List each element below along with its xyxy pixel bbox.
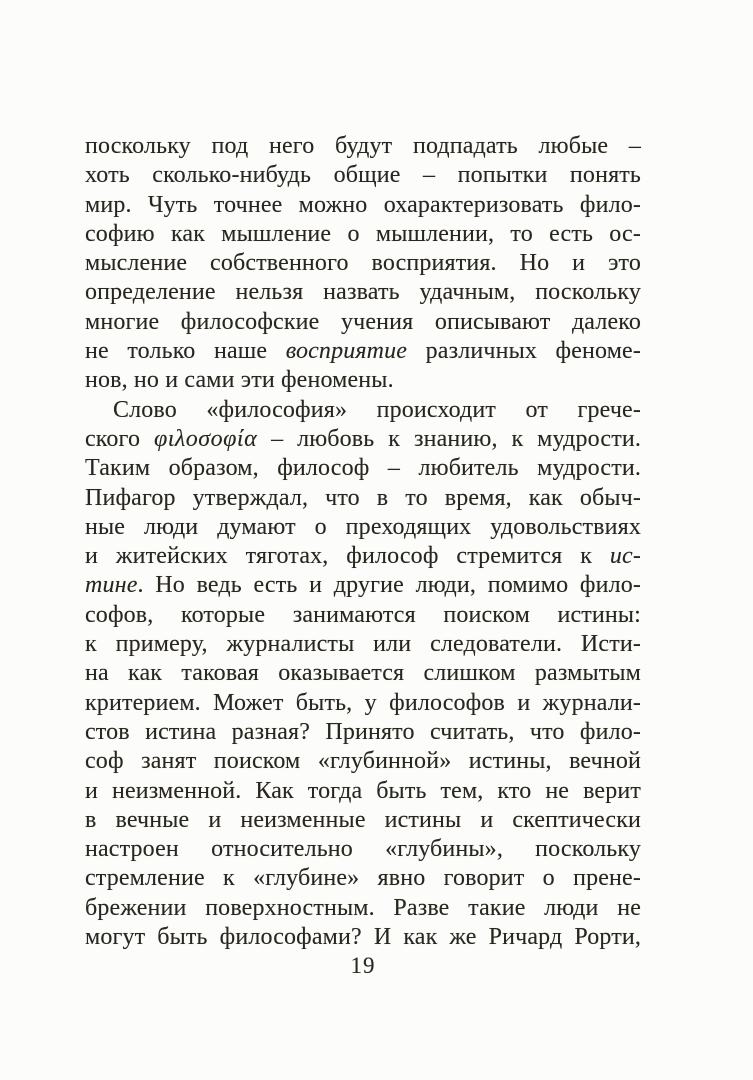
text-line (85, 132, 641, 161)
text-line (85, 396, 641, 425)
text-segment: настроен относительно «глубины», поскольку (85, 836, 641, 863)
text-segment: определение нельзя назвать удачным, поскольку (85, 279, 641, 306)
text-line (85, 454, 641, 483)
text-segment: стов истина разная? Принято считать, что фило- (85, 718, 641, 745)
text-line (85, 337, 641, 366)
italic-text: ис- (609, 543, 641, 570)
text-line (85, 571, 641, 600)
text-segment: в вечные и неизменные истины и скептически (85, 806, 641, 833)
text-line (85, 513, 641, 542)
text-line (85, 161, 641, 190)
text-line (85, 220, 641, 249)
text-segment: брежении поверхностным. Разве такие люди не (85, 894, 641, 921)
text-segment: . Но ведь есть и другие люди, помимо фило- (137, 572, 641, 599)
text-segment: соф занят поиском «глубинной» истины, вечной (85, 748, 641, 775)
text-line (85, 777, 641, 806)
text-segment: нов, но и сами эти феномены. (85, 367, 394, 394)
paragraph (85, 132, 641, 396)
text-line (85, 718, 641, 747)
text-segment: – любовь к знанию, к мудрости. (257, 425, 641, 452)
text-line (85, 366, 641, 395)
text-segment: софию как мышление о мышлении, то есть ос- (85, 220, 641, 247)
text-segment: различных феноме- (407, 338, 641, 365)
text-line (85, 659, 641, 688)
text-segment: поскольку под него будут подпадать любые – (85, 133, 641, 159)
text-segment: мир. Чуть точнее можно охарактеризовать фило- (85, 191, 641, 218)
text-line (85, 542, 641, 571)
text-line (85, 864, 641, 893)
text-line (85, 923, 641, 952)
paragraph (85, 396, 641, 953)
text-line (85, 484, 641, 513)
text-segment: стремление к «глубине» явно говорит о прене- (85, 865, 641, 892)
text-line (85, 278, 641, 307)
text-segment: хоть сколько-нибудь общие – попытки понять (85, 162, 641, 189)
text-segment: ского (85, 425, 154, 452)
text-segment: на как таковая оказывается слишком размытым (85, 660, 641, 687)
text-line (85, 425, 641, 454)
text-segment: могут быть философами? И как же Ричард Рорти, (85, 924, 641, 951)
text-segment: критерием. Может быть, у философов и журнали- (85, 689, 641, 716)
greek-word: φιλοσοφία (153, 425, 258, 452)
text-segment: Пифагор утверждал, что в то время, как обыч- (85, 484, 641, 511)
text-segment: ные люди думают о преходящих удовольствиях (85, 513, 641, 540)
text-block (85, 132, 641, 952)
text-segment: не только наше (85, 338, 286, 365)
page-number: 19 (350, 953, 376, 978)
text-line (85, 601, 641, 630)
text-line (85, 806, 641, 835)
text-line (85, 191, 641, 220)
text-line (85, 835, 641, 864)
text-line (85, 630, 641, 659)
text-segment: к примеру, журналисты или следователи. Исти- (85, 631, 641, 658)
text-line (85, 689, 641, 718)
text-line (85, 747, 641, 776)
text-segment: и неизменной. Как тогда быть тем, кто не верит (85, 777, 641, 804)
text-segment: Слово «философия» происходит от грече- (113, 396, 641, 423)
text-segment: софов, которые занимаются поиском истины: (85, 601, 641, 628)
text-segment: и житейских тяготах, философ стремится к (85, 543, 610, 570)
italic-text: тине (85, 572, 138, 599)
text-segment: мысление собственного восприятия. Но и это (85, 250, 641, 277)
text-segment: Таким образом, философ – любитель мудрости. (85, 455, 641, 482)
text-line (85, 894, 641, 923)
text-segment: многие философские учения описывают далеко (85, 308, 641, 335)
italic-text: восприятие (285, 338, 408, 365)
text-line (85, 249, 641, 278)
text-line (85, 308, 641, 337)
